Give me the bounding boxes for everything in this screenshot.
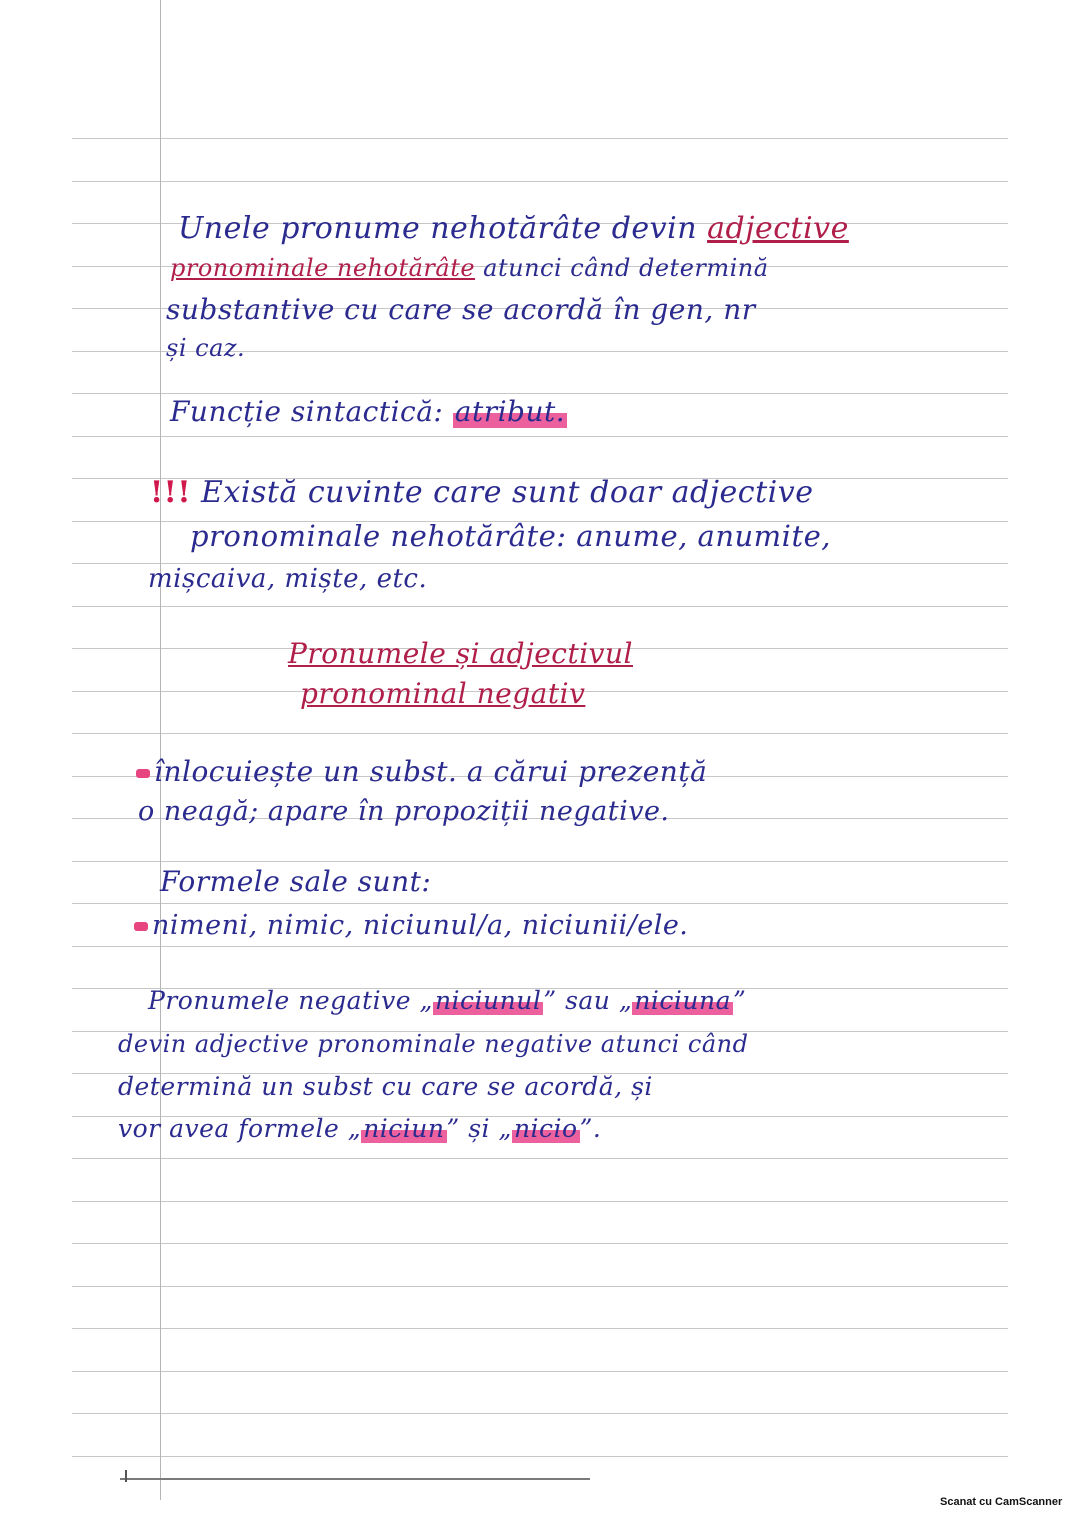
ruled-line xyxy=(72,1371,1008,1372)
exclamation-line-3 xyxy=(148,566,427,592)
highlight-niciun: niciun xyxy=(363,1114,445,1143)
section-heading: pronominal negativ xyxy=(300,677,586,710)
edge-tick xyxy=(125,1470,127,1482)
ruled-line xyxy=(72,393,1008,394)
ruled-line xyxy=(72,861,1008,862)
ruled-line xyxy=(72,181,1008,182)
ruled-line xyxy=(72,1413,1008,1414)
intro-line-4 xyxy=(166,336,245,360)
ruled-line xyxy=(72,1456,1008,1457)
negatives-text: Pronumele negative „ xyxy=(148,986,433,1015)
exclamation-text: pronominale nehotărâte: anume, anumite, xyxy=(190,519,831,553)
bullet-marker xyxy=(136,769,150,778)
exclamation-text: Există cuvinte care sunt doar adjective xyxy=(191,475,814,510)
ruled-line xyxy=(72,1201,1008,1202)
negatives-text: ” xyxy=(733,986,747,1015)
term-adjective: adjective xyxy=(707,211,849,246)
term-pronominale-nehotarate: pronominale nehotărâte xyxy=(170,254,476,282)
intro-text: atunci când determină xyxy=(475,254,769,282)
function-label: Funcție sintactică: xyxy=(170,395,453,428)
intro-text: și caz. xyxy=(166,334,246,362)
function-line xyxy=(170,395,567,428)
ruled-line xyxy=(72,1158,1008,1159)
ruled-line xyxy=(72,733,1008,734)
function-value-highlight: atribut. xyxy=(454,395,566,428)
ruled-line xyxy=(72,1328,1008,1329)
forms-list-line xyxy=(134,912,688,939)
negatives-line-2 xyxy=(118,1032,748,1056)
margin-line xyxy=(160,0,161,1500)
intro-text: Unele pronume nehotărâte devin xyxy=(178,211,708,246)
exclamation-marks: !!! xyxy=(150,475,192,510)
forms-list: nimeni, nimic, niciunul/a, niciunii/ele. xyxy=(152,910,689,941)
ruled-line xyxy=(72,436,1008,437)
highlight-niciuna: niciuna xyxy=(634,986,732,1015)
negatives-text: determină un subst cu care se acordă, și xyxy=(118,1072,653,1101)
negatives-text: ” sau „ xyxy=(543,986,633,1015)
exclamation-text: mișcaiva, miște, etc. xyxy=(148,564,428,594)
highlight-niciunul: niciunul xyxy=(434,986,542,1015)
ruled-line xyxy=(72,1243,1008,1244)
definition-line-2 xyxy=(138,798,670,825)
definition-text: înlocuiește un subst. a cărui prezență xyxy=(154,755,708,788)
intro-line-1 xyxy=(178,211,849,246)
negatives-line-3 xyxy=(118,1074,653,1099)
exclamation-line-1 xyxy=(150,475,814,510)
bullet-marker xyxy=(134,922,148,931)
forms-label-line xyxy=(160,865,432,898)
definition-text: o neagă; apare în propoziții negative. xyxy=(138,796,670,827)
intro-text: substantive cu care se acordă în gen, nr xyxy=(166,293,756,326)
section-heading: Pronumele și adjectivul xyxy=(288,637,633,670)
intro-line-3 xyxy=(166,293,756,326)
page-bottom-edge xyxy=(120,1478,590,1480)
negatives-text: devin adjective pronominale negative atunci când xyxy=(118,1030,749,1058)
section-heading-line-2 xyxy=(300,677,586,710)
negatives-line-4 xyxy=(118,1116,601,1141)
ruled-line xyxy=(72,138,1008,139)
negatives-line-1 xyxy=(148,988,746,1013)
section-heading-line-1 xyxy=(288,637,633,670)
ruled-line xyxy=(72,1286,1008,1287)
negatives-text: vor avea formele „ xyxy=(118,1114,362,1143)
exclamation-line-2 xyxy=(190,519,831,553)
ruled-line xyxy=(72,946,1008,947)
ruled-line xyxy=(72,606,1008,607)
intro-line-2 xyxy=(170,256,769,280)
forms-label: Formele sale sunt: xyxy=(160,865,432,898)
scanner-watermark: Scanat cu CamScanner xyxy=(940,1496,1063,1508)
negatives-text: ” și „ xyxy=(446,1114,512,1143)
highlight-nicio: nicio xyxy=(513,1114,578,1143)
definition-line-1 xyxy=(136,755,708,788)
negatives-text: ”. xyxy=(579,1114,602,1143)
ruled-line xyxy=(72,903,1008,904)
